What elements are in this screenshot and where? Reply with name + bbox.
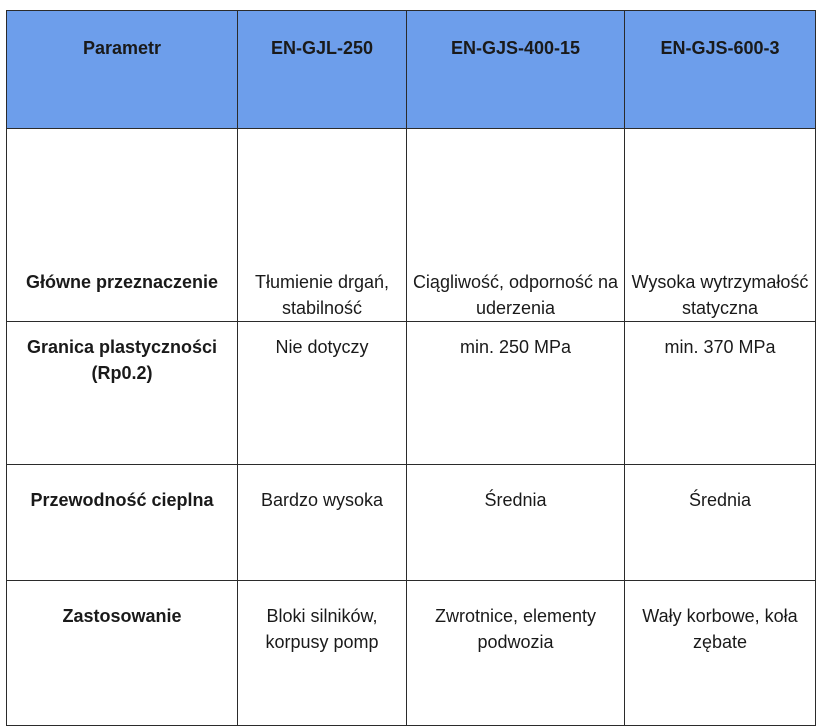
table-cell: Wysoka wytrzymałość statyczna — [625, 129, 816, 322]
table-cell: Średnia — [625, 465, 816, 581]
table-cell: Tłumienie drgań, stabilność — [238, 129, 407, 322]
table-row — [7, 129, 816, 322]
table-cell: Ciągliwość, odporność na uderzenia — [407, 129, 625, 322]
table-header-row — [7, 11, 816, 129]
table-cell: min. 370 MPa — [625, 322, 816, 465]
row-label-cell: Główne przeznaczenie — [7, 129, 238, 322]
table-cell: Wały korbowe, koła zębate — [625, 581, 816, 726]
header-cell-parametr: Parametr — [7, 11, 238, 129]
row-label-cell: Przewodność cieplna — [7, 465, 238, 581]
table-cell: Zwrotnice, elementy podwozia — [407, 581, 625, 726]
header-cell-en-gjl-250: EN-GJL-250 — [238, 11, 407, 129]
table-row — [7, 322, 816, 465]
table-row — [7, 581, 816, 726]
table-cell: Średnia — [407, 465, 625, 581]
header-cell-en-gjs-600-3: EN-GJS-600-3 — [625, 11, 816, 129]
table-row — [7, 465, 816, 581]
table-cell: min. 250 MPa — [407, 322, 625, 465]
row-label-cell: Zastosowanie — [7, 581, 238, 726]
table-cell: Bardzo wysoka — [238, 465, 407, 581]
row-label-cell: Granica plastyczności (Rp0.2) — [7, 322, 238, 465]
table-cell: Bloki silników, korpusy pomp — [238, 581, 407, 726]
header-cell-en-gjs-400-15: EN-GJS-400-15 — [407, 11, 625, 129]
table-cell: Nie dotyczy — [238, 322, 407, 465]
comparison-table — [6, 10, 816, 726]
